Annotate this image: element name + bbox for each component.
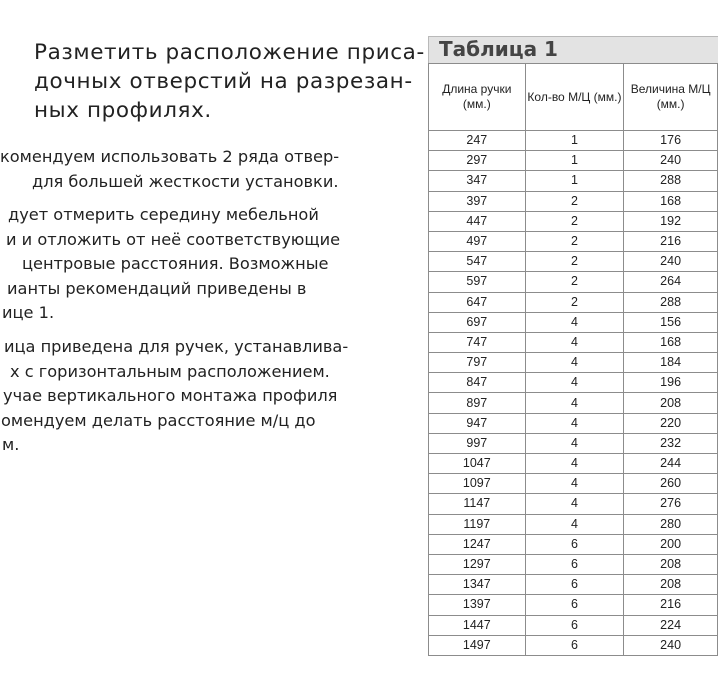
- table-cell: 4: [525, 433, 624, 453]
- table-cell: 4: [525, 413, 624, 433]
- table-row: [429, 292, 718, 312]
- table-cell: 2: [525, 292, 624, 312]
- paragraph-table-note: [0, 335, 384, 458]
- table-cell: 4: [525, 393, 624, 413]
- heading-line: дочных отверстий на разрезан-: [34, 69, 413, 94]
- column-header-handle-length: Длина ручки (мм.): [429, 64, 526, 131]
- table-cell: 6: [525, 575, 624, 595]
- table-cell: 1497: [429, 635, 526, 655]
- table-cell: 6: [525, 554, 624, 574]
- paragraph-line: х с горизонтальным расположением.: [10, 361, 330, 381]
- table-cell: 244: [624, 454, 718, 474]
- column-header-hole-count: Кол-во М/Ц (мм.): [525, 64, 624, 131]
- table-cell: 4: [525, 494, 624, 514]
- table-cell: 947: [429, 413, 526, 433]
- table-cell: 1297: [429, 554, 526, 574]
- table-row: [429, 514, 718, 534]
- table-cell: 4: [525, 373, 624, 393]
- table-cell: 168: [624, 191, 718, 211]
- table-cell: 6: [525, 595, 624, 615]
- table-row: [429, 615, 718, 635]
- table-cell: 4: [525, 353, 624, 373]
- heading-line: Разметить расположение приса-: [34, 40, 425, 65]
- table-row: [429, 252, 718, 272]
- table-cell: 1097: [429, 474, 526, 494]
- table-cell: 196: [624, 373, 718, 393]
- paragraph-line: центровые расстояния. Возможные: [22, 254, 329, 274]
- table-panel: [428, 36, 718, 656]
- paragraph-line: ица приведена для ручек, устанавлива-: [4, 337, 349, 356]
- table-cell: 168: [624, 332, 718, 352]
- table-cell: 1397: [429, 595, 526, 615]
- table-row: [429, 151, 718, 171]
- table-cell: 897: [429, 393, 526, 413]
- table-row: [429, 595, 718, 615]
- table-cell: 224: [624, 615, 718, 635]
- table-row: [429, 131, 718, 151]
- table-cell: 4: [525, 454, 624, 474]
- table-cell: 2: [525, 211, 624, 231]
- table-cell: 280: [624, 514, 718, 534]
- table-cell: 497: [429, 231, 526, 251]
- table-header-row: [429, 64, 718, 131]
- table-cell: 4: [525, 514, 624, 534]
- table-row: [429, 332, 718, 352]
- table-cell: 232: [624, 433, 718, 453]
- table-cell: 847: [429, 373, 526, 393]
- paragraph-line: дует отмерить середину мебельной: [8, 205, 319, 224]
- table-cell: 4: [525, 332, 624, 352]
- table-cell: 288: [624, 292, 718, 312]
- paragraph-line: м.: [2, 435, 20, 455]
- paragraph-rows-recommendation: [0, 145, 384, 194]
- table-row: [429, 171, 718, 191]
- paragraph-line: и и отложить от неё соответствующие: [6, 229, 341, 249]
- table-row: [429, 191, 718, 211]
- table-cell: 4: [525, 312, 624, 332]
- table-cell: 276: [624, 494, 718, 514]
- table-cell: 1: [525, 151, 624, 171]
- table-row: [429, 353, 718, 373]
- table-row: [429, 393, 718, 413]
- table-cell: 397: [429, 191, 526, 211]
- table-cell: 1: [525, 171, 624, 191]
- table-cell: 797: [429, 353, 526, 373]
- table-cell: 247: [429, 131, 526, 151]
- paragraph-measure-center: [0, 203, 384, 326]
- table-cell: 1447: [429, 615, 526, 635]
- table-row: [429, 433, 718, 453]
- paragraph-line: ианты рекомендаций приведены в: [7, 278, 307, 298]
- table-row: [429, 373, 718, 393]
- table-cell: 216: [624, 595, 718, 615]
- table-cell: 184: [624, 353, 718, 373]
- table-row: [429, 494, 718, 514]
- paragraph-line: омендуем делать расстояние м/ц до: [1, 410, 316, 430]
- table-cell: 220: [624, 413, 718, 433]
- table-cell: 240: [624, 635, 718, 655]
- table-cell: 6: [525, 615, 624, 635]
- table-title: Таблица 1: [428, 36, 718, 63]
- table-cell: 2: [525, 272, 624, 292]
- table-row: [429, 413, 718, 433]
- table-cell: 200: [624, 534, 718, 554]
- table-cell: 297: [429, 151, 526, 171]
- table-cell: 347: [429, 171, 526, 191]
- table-cell: 6: [525, 635, 624, 655]
- heading-line: ных профилях.: [34, 98, 212, 123]
- table-cell: 208: [624, 554, 718, 574]
- table-body: [429, 131, 718, 656]
- table-row: [429, 454, 718, 474]
- table-cell: 597: [429, 272, 526, 292]
- table-cell: 2: [525, 231, 624, 251]
- table-row: [429, 272, 718, 292]
- table-row: [429, 211, 718, 231]
- column-header-center-distance: Величина М/Ц (мм.): [624, 64, 718, 131]
- table-cell: 240: [624, 252, 718, 272]
- table-cell: 447: [429, 211, 526, 231]
- step-heading: [34, 38, 425, 125]
- paragraph-line: комендуем использовать 2 ряда отвер-: [0, 147, 340, 166]
- table-cell: 1047: [429, 454, 526, 474]
- table-cell: 288: [624, 171, 718, 191]
- table-cell: 997: [429, 433, 526, 453]
- table-cell: 6: [525, 534, 624, 554]
- table-cell: 260: [624, 474, 718, 494]
- table-cell: 216: [624, 231, 718, 251]
- paragraph-line: учае вертикального монтажа профиля: [3, 386, 338, 406]
- table-cell: 208: [624, 393, 718, 413]
- table-cell: 264: [624, 272, 718, 292]
- handle-spacing-table: [428, 63, 718, 656]
- paragraph-line: для большей жесткости установки.: [32, 171, 339, 191]
- table-cell: 1347: [429, 575, 526, 595]
- table-cell: 156: [624, 312, 718, 332]
- paragraph-line: ице 1.: [2, 303, 55, 323]
- table-cell: 1247: [429, 534, 526, 554]
- table-cell: 747: [429, 332, 526, 352]
- table-row: [429, 231, 718, 251]
- table-row: [429, 635, 718, 655]
- table-cell: 1: [525, 131, 624, 151]
- table-row: [429, 312, 718, 332]
- table-cell: 2: [525, 252, 624, 272]
- table-cell: 192: [624, 211, 718, 231]
- table-cell: 1197: [429, 514, 526, 534]
- table-cell: 240: [624, 151, 718, 171]
- table-cell: 1147: [429, 494, 526, 514]
- table-row: [429, 575, 718, 595]
- table-row: [429, 554, 718, 574]
- table-row: [429, 534, 718, 554]
- table-row: [429, 474, 718, 494]
- table-cell: 547: [429, 252, 526, 272]
- table-cell: 2: [525, 191, 624, 211]
- table-cell: 697: [429, 312, 526, 332]
- table-cell: 647: [429, 292, 526, 312]
- table-cell: 176: [624, 131, 718, 151]
- table-cell: 208: [624, 575, 718, 595]
- table-cell: 4: [525, 474, 624, 494]
